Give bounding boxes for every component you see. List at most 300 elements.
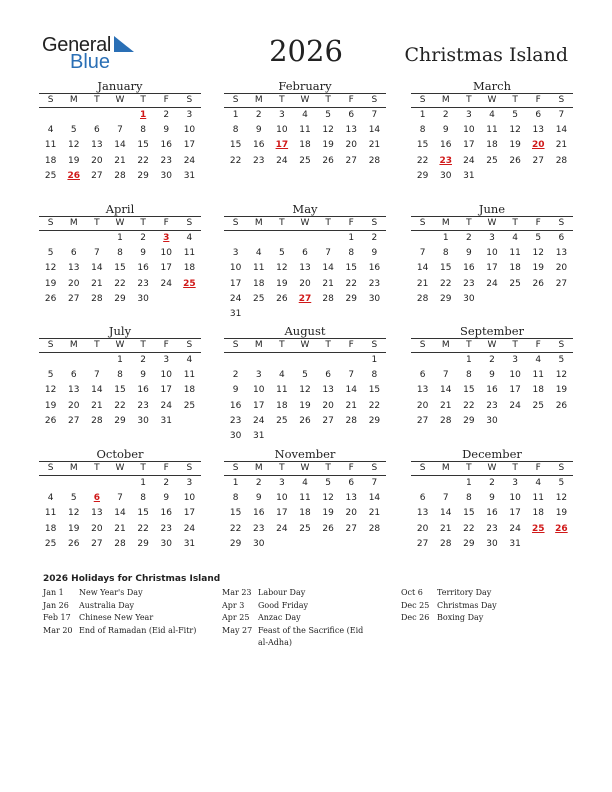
day-cell: 7 (442, 493, 449, 504)
day-cell: 2 (489, 478, 495, 488)
day-cell: 25 (509, 278, 521, 289)
weekday-header (411, 338, 573, 353)
day-cell: 7 (93, 370, 100, 381)
day-cell: 13 (299, 263, 311, 274)
month-name: October (96, 447, 144, 461)
weekday-header (224, 461, 386, 476)
day-grid (411, 476, 573, 552)
day-cell: 14 (555, 125, 568, 136)
day-cell: 16 (229, 400, 242, 411)
weekday-label: M (254, 218, 263, 228)
day-cell: 30 (486, 415, 498, 426)
weekday-label: T (94, 218, 100, 228)
day-cell: 11 (276, 385, 288, 396)
day-cell: 29 (137, 170, 149, 181)
day-cell: 15 (137, 508, 149, 519)
weekday-label: T (94, 95, 100, 105)
empty-day (85, 231, 108, 246)
day-cell: 4 (186, 355, 193, 365)
day-cell: 13 (345, 125, 357, 136)
weekday-label: W (487, 95, 497, 105)
day-cell: 16 (252, 508, 265, 519)
day-cell: 10 (252, 385, 265, 396)
holiday-item (401, 612, 497, 625)
day-cell: 28 (416, 293, 429, 304)
day-cell: 15 (463, 385, 475, 396)
weekday-label: S (186, 340, 193, 350)
day-cell: 16 (486, 385, 498, 396)
day-cell: 9 (140, 248, 146, 259)
day-cell: 5 (47, 370, 54, 381)
day-cell: 23 (252, 523, 265, 534)
empty-day (270, 353, 293, 368)
day-cell: 23 (463, 278, 475, 289)
day-cell: 12 (322, 493, 334, 504)
weekday-label: T (94, 463, 100, 473)
day-cell: 12 (67, 508, 80, 519)
day-cell: 18 (299, 508, 311, 519)
day-cell: 9 (140, 370, 146, 381)
empty-day (62, 353, 85, 368)
day-cell: 18 (509, 263, 521, 274)
weekday-label: M (254, 463, 263, 473)
weekday-label: F (535, 218, 541, 228)
weekday-label: F (163, 218, 169, 228)
day-cell: 31 (183, 170, 196, 181)
weekday-label: F (163, 95, 169, 105)
day-cell: 14 (322, 263, 334, 274)
day-grid (224, 476, 386, 552)
day-cell: 26 (299, 415, 311, 426)
holiday-item (43, 587, 196, 600)
day-cell: 16 (137, 263, 149, 274)
day-cell: 22 (463, 400, 475, 411)
day-cell: 4 (47, 493, 54, 504)
day-cell: 27 (345, 523, 357, 534)
day-cell: 16 (368, 263, 381, 274)
day-cell: 17 (229, 278, 242, 289)
weekday-label: T (94, 340, 100, 350)
day-cell: 6 (70, 248, 77, 259)
day-grid (411, 108, 573, 184)
day-cell: 3 (512, 478, 518, 488)
day-cell: 3 (186, 478, 193, 488)
weekday-label: W (487, 218, 497, 228)
weekday-label: S (47, 95, 54, 105)
day-cell: 15 (229, 140, 242, 151)
day-cell: 10 (276, 125, 288, 136)
month-october (39, 447, 201, 552)
day-cell: 28 (368, 155, 381, 166)
day-cell: 12 (555, 493, 568, 504)
day-cell: 31 (183, 538, 196, 549)
day-cell: 26 (44, 415, 57, 426)
day-cell: 4 (255, 248, 262, 259)
day-cell: 14 (368, 125, 381, 136)
day-cell: 25 (252, 293, 265, 304)
day-cell: 16 (463, 263, 475, 274)
holiday-item (401, 600, 497, 613)
day-cell: 22 (368, 400, 381, 411)
day-cell: 26 (509, 155, 521, 166)
day-cell: 2 (140, 355, 146, 365)
day-cell: 30 (137, 293, 149, 304)
day-cell: 18 (252, 278, 265, 289)
day-cell: 20 (67, 278, 80, 289)
day-cell: 8 (442, 248, 449, 259)
empty-day (39, 108, 62, 123)
weekday-label: S (558, 95, 565, 105)
day-cell: 13 (532, 125, 544, 136)
day-cell: 12 (532, 248, 544, 259)
day-cell: 13 (416, 385, 429, 396)
month-name: January (97, 79, 143, 93)
empty-day (434, 353, 457, 368)
weekday-header (224, 338, 386, 353)
empty-day (108, 108, 131, 123)
weekday-label: M (254, 95, 263, 105)
day-cell: 29 (114, 415, 126, 426)
day-cell: 14 (439, 385, 452, 396)
holiday-name: Labour Day (258, 588, 306, 597)
day-cell: 19 (276, 278, 288, 289)
weekday-header (411, 216, 573, 231)
weekday-label: S (232, 340, 239, 350)
day-cell: 16 (160, 140, 172, 151)
day-cell: 13 (67, 385, 80, 396)
day-cell: 7 (117, 125, 123, 136)
day-cell: 19 (509, 140, 521, 151)
day-grid (39, 108, 201, 184)
day-cell: 24 (229, 293, 242, 304)
weekday-label: F (348, 340, 354, 350)
day-cell: 26 (44, 293, 57, 304)
holiday-item (222, 612, 370, 625)
day-cell: 29 (229, 538, 242, 549)
day-cell: 17 (183, 508, 196, 519)
day-cell: 2 (489, 355, 495, 365)
day-cell: 3 (255, 370, 262, 381)
day-cell: 11 (44, 508, 57, 519)
holiday-date: Mar 23 (222, 588, 252, 597)
weekday-label: S (186, 95, 193, 105)
day-cell: 12 (555, 370, 568, 381)
holiday-date: Feb 17 (43, 613, 71, 622)
holiday-column (222, 587, 370, 650)
day-cell: 23 (486, 400, 498, 411)
day-cell: 24 (183, 155, 196, 166)
holiday-day: 25 (183, 278, 196, 289)
day-cell: 20 (91, 523, 103, 534)
day-cell: 23 (252, 155, 265, 166)
weekday-label: W (115, 463, 125, 473)
day-cell: 6 (348, 110, 355, 120)
day-cell: 2 (163, 110, 170, 120)
day-cell: 12 (67, 140, 80, 151)
weekday-label: S (558, 340, 565, 350)
empty-day (411, 231, 434, 246)
day-cell: 20 (416, 523, 429, 534)
weekday-label: F (348, 95, 354, 105)
day-cell: 31 (509, 538, 521, 549)
day-cell: 17 (160, 385, 172, 396)
month-june (411, 202, 573, 307)
day-cell: 20 (299, 278, 311, 289)
day-cell: 2 (255, 110, 262, 120)
holiday-date: Jan 1 (43, 588, 64, 597)
weekday-label: T (512, 463, 518, 473)
day-cell: 5 (535, 233, 542, 243)
holiday-date: Apr 25 (222, 613, 250, 622)
day-cell: 18 (532, 508, 544, 519)
empty-day (293, 231, 316, 246)
holiday-item (43, 625, 196, 638)
day-cell: 14 (114, 508, 126, 519)
day-cell: 31 (252, 430, 265, 441)
day-cell: 20 (67, 400, 80, 411)
day-cell: 27 (67, 293, 80, 304)
empty-day (270, 231, 293, 246)
empty-day (247, 231, 270, 246)
day-cell: 1 (140, 478, 146, 488)
weekday-label: S (186, 218, 193, 228)
weekday-label: S (47, 463, 54, 473)
day-cell: 28 (91, 293, 103, 304)
day-cell: 4 (512, 233, 518, 243)
day-cell: 3 (186, 110, 193, 120)
day-cell: 21 (114, 155, 126, 166)
day-cell: 20 (345, 140, 357, 151)
day-cell: 16 (252, 140, 265, 151)
day-cell: 13 (345, 493, 357, 504)
weekday-label: S (371, 218, 378, 228)
holiday-date: Jan 26 (43, 600, 69, 610)
weekday-label: S (232, 218, 239, 228)
holiday-name: Anzac Day (258, 613, 301, 622)
holiday-day: 26 (67, 170, 80, 181)
month-name: November (274, 447, 336, 461)
day-cell: 10 (276, 493, 288, 504)
day-cell: 12 (299, 385, 311, 396)
weekday-label: M (69, 463, 78, 473)
day-cell: 30 (160, 170, 172, 181)
day-cell: 19 (299, 400, 311, 411)
month-name: March (473, 79, 511, 93)
day-cell: 12 (44, 385, 57, 396)
empty-day (85, 476, 108, 491)
day-cell: 14 (91, 263, 103, 274)
day-cell: 31 (463, 170, 475, 181)
day-cell: 21 (439, 400, 452, 411)
day-cell: 14 (345, 385, 357, 396)
day-cell: 6 (535, 110, 542, 120)
weekday-label: T (140, 340, 146, 350)
holiday-name: Boxing Day (437, 613, 484, 622)
logo-text-blue: Blue (70, 51, 111, 73)
day-cell: 6 (93, 125, 100, 136)
day-cell: 24 (486, 278, 498, 289)
day-cell: 9 (489, 493, 495, 504)
weekday-header (411, 93, 573, 108)
day-cell: 1 (348, 233, 355, 243)
day-cell: 30 (229, 430, 242, 441)
weekday-label: T (466, 218, 472, 228)
day-cell: 5 (558, 478, 565, 488)
day-cell: 7 (371, 478, 378, 488)
day-cell: 19 (44, 400, 57, 411)
month-name: December (462, 447, 522, 461)
day-cell: 26 (322, 523, 334, 534)
day-grid (411, 353, 573, 429)
day-cell: 8 (232, 125, 239, 136)
day-cell: 10 (160, 370, 172, 381)
day-cell: 2 (465, 233, 472, 243)
day-cell: 21 (114, 523, 126, 534)
day-cell: 5 (70, 125, 77, 136)
day-cell: 27 (322, 415, 334, 426)
empty-day (293, 353, 316, 368)
empty-day (340, 353, 363, 368)
day-cell: 17 (276, 508, 288, 519)
country-title: Christmas Island (404, 44, 568, 66)
day-cell: 8 (419, 125, 426, 136)
month-july (39, 324, 201, 429)
day-cell: 22 (416, 155, 429, 166)
day-cell: 22 (137, 155, 149, 166)
day-cell: 3 (278, 478, 285, 488)
weekday-label: S (371, 463, 378, 473)
weekday-label: T (279, 463, 285, 473)
day-cell: 29 (439, 293, 452, 304)
day-cell: 9 (442, 125, 449, 136)
day-cell: 20 (416, 400, 429, 411)
logo-text-general: General (42, 34, 112, 56)
day-cell: 2 (140, 233, 146, 243)
month-august (224, 324, 386, 444)
month-name: August (284, 324, 326, 338)
holiday-date: Apr 3 (222, 600, 245, 610)
holiday-date: May 27 (222, 625, 253, 635)
day-cell: 9 (465, 248, 472, 259)
holiday-item (222, 587, 370, 600)
weekday-label: S (371, 340, 378, 350)
day-cell: 26 (555, 400, 568, 411)
day-cell: 22 (229, 155, 242, 166)
day-cell: 26 (322, 155, 334, 166)
day-cell: 26 (276, 293, 288, 304)
day-cell: 28 (439, 538, 452, 549)
empty-day (224, 231, 247, 246)
day-cell: 2 (232, 370, 239, 381)
day-cell: 23 (368, 278, 381, 289)
weekday-label: T (466, 340, 472, 350)
day-cell: 7 (442, 370, 449, 381)
day-cell: 18 (44, 155, 57, 166)
day-cell: 31 (229, 308, 242, 319)
weekday-label: S (419, 95, 426, 105)
day-cell: 24 (276, 523, 288, 534)
day-cell: 27 (532, 155, 544, 166)
day-cell: 27 (345, 155, 357, 166)
holiday-column (43, 587, 196, 637)
day-cell: 25 (299, 523, 311, 534)
weekday-label: T (279, 340, 285, 350)
day-cell: 19 (44, 278, 57, 289)
weekday-label: S (419, 218, 426, 228)
weekday-label: T (325, 218, 331, 228)
day-cell: 15 (137, 140, 149, 151)
empty-day (39, 476, 62, 491)
empty-day (411, 353, 434, 368)
day-cell: 23 (160, 155, 172, 166)
day-cell: 27 (67, 415, 80, 426)
month-may (224, 202, 386, 322)
day-cell: 7 (93, 248, 100, 259)
day-cell: 15 (416, 140, 429, 151)
day-cell: 25 (44, 538, 57, 549)
day-cell: 30 (486, 538, 498, 549)
weekday-label: F (163, 340, 169, 350)
day-cell: 17 (160, 263, 172, 274)
weekday-label: T (325, 340, 331, 350)
day-cell: 22 (114, 278, 126, 289)
weekday-label: M (441, 95, 450, 105)
holiday-day: 1 (140, 110, 147, 120)
day-cell: 24 (183, 523, 196, 534)
day-cell: 4 (278, 370, 285, 381)
day-cell: 10 (509, 493, 521, 504)
day-cell: 11 (299, 125, 311, 136)
day-cell: 30 (160, 538, 172, 549)
day-cell: 29 (114, 293, 126, 304)
weekday-label: S (47, 340, 54, 350)
day-cell: 7 (558, 110, 565, 120)
weekday-label: T (512, 218, 518, 228)
day-cell: 1 (371, 355, 378, 365)
day-cell: 25 (44, 170, 57, 181)
holidays-title: 2026 Holidays for Christmas Island (43, 574, 221, 584)
holiday-name: End of Ramadan (Eid al-Fitr) (79, 625, 197, 635)
day-cell: 21 (345, 400, 357, 411)
day-cell: 21 (91, 278, 103, 289)
day-cell: 14 (114, 140, 126, 151)
day-cell: 24 (160, 278, 172, 289)
day-cell: 30 (252, 538, 265, 549)
holiday-column (401, 587, 497, 625)
day-cell: 17 (509, 385, 521, 396)
day-cell: 2 (163, 478, 170, 488)
day-cell: 11 (299, 493, 311, 504)
empty-day (224, 353, 247, 368)
day-cell: 22 (114, 400, 126, 411)
day-cell: 5 (47, 248, 54, 259)
holiday-name: Territory Day (437, 588, 492, 597)
weekday-label: T (466, 95, 472, 105)
holiday-day: 20 (532, 140, 545, 151)
holiday-day: 3 (163, 233, 170, 243)
day-cell: 26 (532, 278, 544, 289)
day-cell: 10 (486, 248, 498, 259)
day-cell: 21 (439, 523, 452, 534)
empty-day (317, 231, 340, 246)
empty-day (247, 353, 270, 368)
day-cell: 15 (368, 385, 381, 396)
day-cell: 15 (463, 508, 475, 519)
day-cell: 19 (555, 508, 568, 519)
day-cell: 24 (509, 523, 521, 534)
day-cell: 6 (348, 478, 355, 488)
day-cell: 29 (345, 293, 357, 304)
